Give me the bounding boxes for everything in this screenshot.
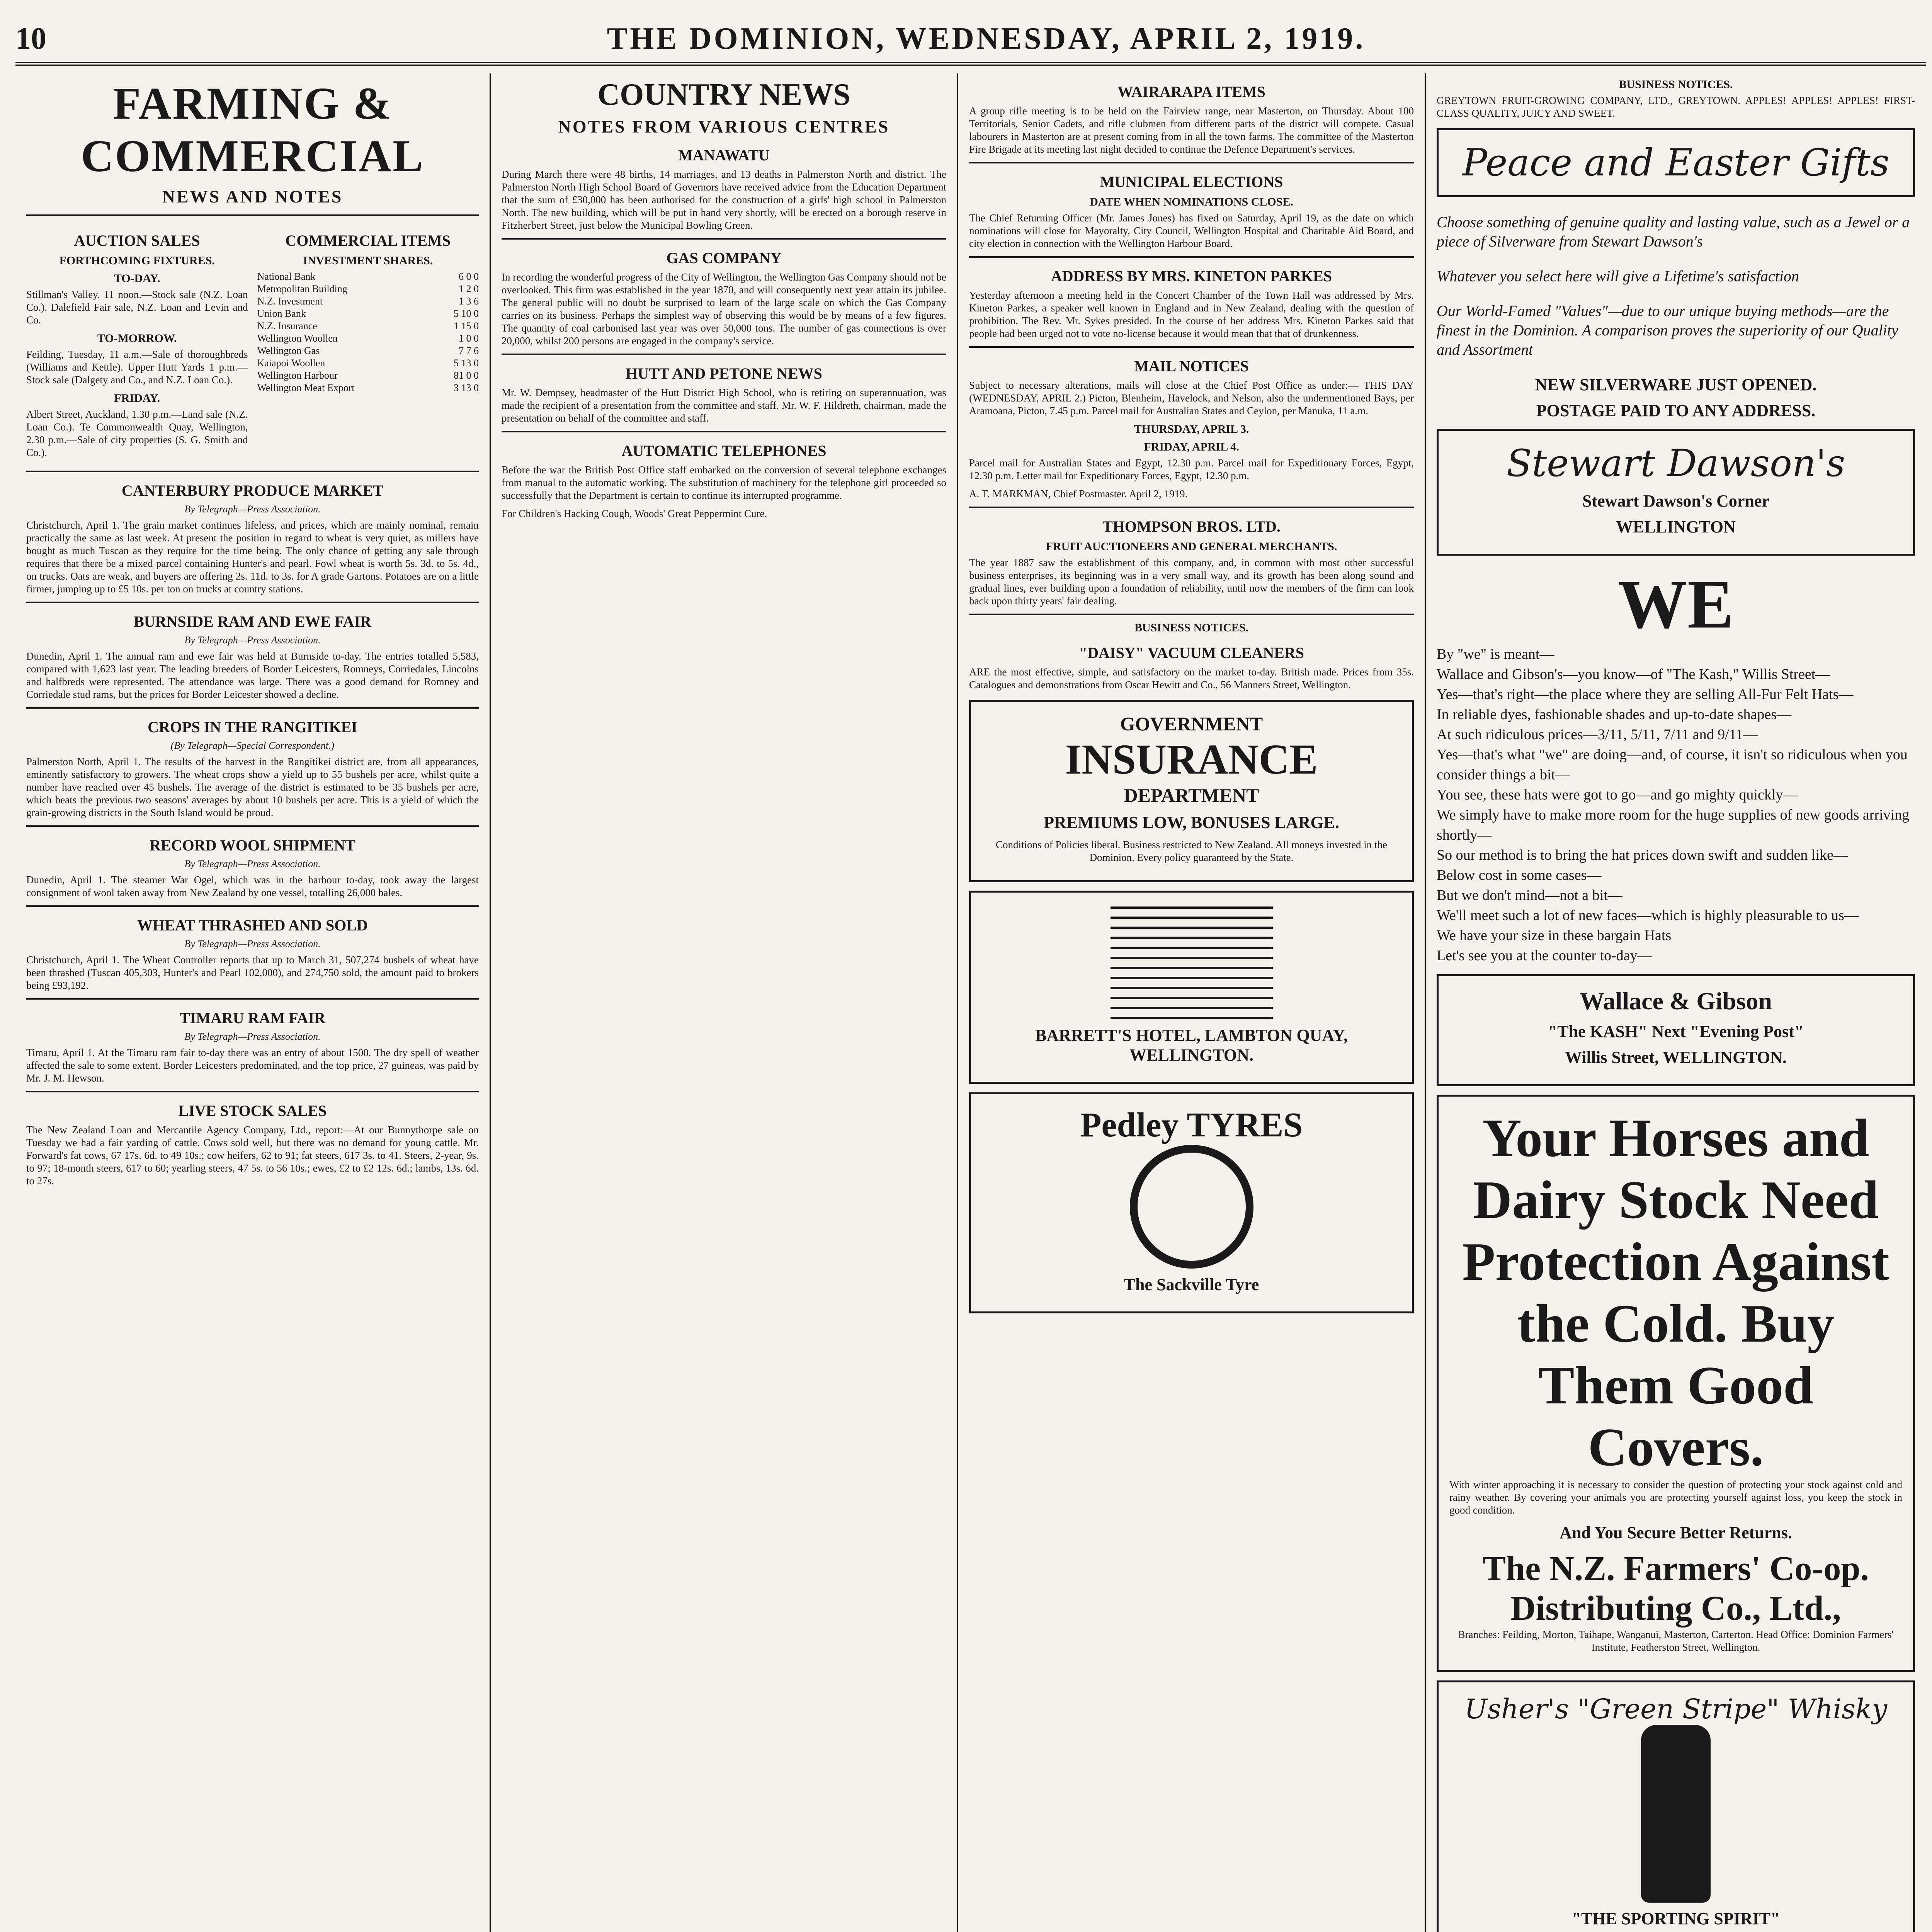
silverware-heading: NEW SILVERWARE JUST OPENED. xyxy=(1535,375,1817,394)
divider xyxy=(26,1091,479,1092)
share-name: N.Z. Investment xyxy=(257,296,323,307)
share-name: National Bank xyxy=(257,271,316,282)
section-title: FARMING & COMMERCIAL xyxy=(81,78,424,181)
share-price: 6 0 0 xyxy=(459,271,479,282)
article-heading: "DAISY" VACUUM CLEANERS xyxy=(1078,644,1304,662)
article-heading: AUTOMATIC TELEPHONES xyxy=(621,442,827,459)
we-line: At such ridiculous prices—3/11, 5/11, 7/11 and 9/11— xyxy=(1437,726,1758,743)
divider xyxy=(26,214,479,216)
article-subheading: FRUIT AUCTIONEERS AND GENERAL MERCHANTS. xyxy=(1046,540,1337,553)
divider xyxy=(26,998,479,1000)
article-heading: LIVE STOCK SALES xyxy=(178,1102,327,1119)
share-row xyxy=(257,283,479,295)
wallace-title: Wallace & Gibson xyxy=(1580,987,1772,1015)
divider xyxy=(969,346,1414,348)
share-row xyxy=(257,382,479,394)
article-heading: MAIL NOTICES xyxy=(1134,357,1249,375)
postage-heading: POSTAGE PAID TO ANY ADDRESS. xyxy=(1536,401,1816,420)
share-price: 1 0 0 xyxy=(459,333,479,344)
article-heading: CROPS IN THE RANGITIKEI xyxy=(148,718,357,736)
share-name: Metropolitan Building xyxy=(257,283,347,294)
we-heading: WE xyxy=(1617,566,1734,643)
article-text: Before the war the British Post Office staff embarked on the conversion of several telephone exchanges from manual to the automatic working. The substitution of machinery for the telephone girl proceeded so successfully that the Department is certain to continue its interrupted programme. xyxy=(502,464,946,501)
article-heading: MUNICIPAL ELECTIONS xyxy=(1100,173,1283,190)
tyre-ad xyxy=(969,1092,1414,1313)
easter-title: Peace and Easter Gifts xyxy=(1462,141,1889,184)
divider xyxy=(969,614,1414,615)
share-row xyxy=(257,369,479,382)
share-name: N.Z. Insurance xyxy=(257,320,317,332)
share-row xyxy=(257,357,479,369)
share-row xyxy=(257,295,479,308)
share-price: 1 15 0 xyxy=(454,320,479,332)
divider xyxy=(26,471,479,472)
article-text: A group rifle meeting is to be held on the Fairview range, near Masterton, on Thursday. About 100 Territorials, Senior Cadets, and rifle clubmen from different parts of the district will compete. Casual labourers in Masterton are at present coming from in all the town farms. The committee of the Masterton Fire Brigade at its meeting last night decided to continue the Defence Department's services. xyxy=(969,105,1414,155)
article-text: Timaru, April 1. At the Timaru ram fair to-day there was an entry of about 1500. The dry spell of weather affected the sale to some extent. Border Leicesters predominated, and the top price, 27 guineas, was paid by Mr. J. M. Hewson. xyxy=(26,1047,479,1084)
business-notices-heading: BUSINESS NOTICES. xyxy=(1619,78,1733,91)
divider xyxy=(26,825,479,827)
we-line: Yes—that's right—the place where they are selling All-Fur Felt Hats— xyxy=(1437,686,1854,702)
divider xyxy=(502,238,946,240)
article-text: Yesterday afternoon a meeting held in the Concert Chamber of the Town Hall was addressed by Mrs. Kineton Parkes, a speaker well known in England and in New Zealand, dealing with the question of prohibition. The Rev. Mr. Sykes presided. In the course of her address Mrs. Kineton Parkes said that people had been urged not to vote no-license because it would mean that that of drunkenness. xyxy=(969,289,1414,339)
bottle-illustration xyxy=(1641,1725,1711,1903)
mail-date-heading: FRIDAY, APRIL 4. xyxy=(1144,440,1239,453)
article-text: Feilding, Tuesday, 11 a.m.—Sale of thoroughbreds (Williams and Kettle). Upper Hutt Yards 1 p.m.—Stock sale (Dalgety and Co., and N.Z. Loan Co.). xyxy=(26,349,248,386)
we-line: So our method is to bring the hat prices down swift and sudden like— xyxy=(1437,847,1848,863)
easter-text: Our World-Famed "Values"—due to our unique buying methods—are the finest in the Dominion. A comparison proves the superiority of our Quality and Assortment xyxy=(1437,302,1898,358)
we-line: Below cost in some cases— xyxy=(1437,867,1602,883)
article-text: Mr. W. Dempsey, headmaster of the Hutt District High School, who is retiring on superannuation, was made the recipient of a presentation from the committee and staff. Mr. W. F. Hildreth, chairman, made the presentation on behalf of the committee and staff. xyxy=(502,387,946,424)
we-line: By "we" is meant— xyxy=(1437,646,1554,662)
article-heading: MANAWATU xyxy=(678,146,770,164)
today-heading: TO-DAY. xyxy=(114,272,160,285)
we-line: In reliable dyes, fashionable shades and up-to-date shapes— xyxy=(1437,706,1792,723)
farmers-title: The N.Z. Farmers' Co-op. Distributing Co., Ltd., xyxy=(1483,1549,1869,1628)
section-subtitle: NEWS AND NOTES xyxy=(162,187,343,206)
share-price: 5 13 0 xyxy=(454,357,479,369)
farmers-branches: Branches: Feilding, Morton, Taihape, Wanganui, Masterton, Carterton. Head Office: Dominion Farmers' Institute, Featherston Street, Wellington. xyxy=(1458,1629,1894,1653)
business-notices-heading: BUSINESS NOTICES. xyxy=(1134,621,1249,634)
tyre-illustration xyxy=(1130,1145,1253,1269)
hotel-name: BARRETT'S HOTEL, LAMBTON QUAY, WELLINGTON. xyxy=(1035,1026,1348,1065)
article-heading: GAS COMPANY xyxy=(666,249,782,267)
share-name: Union Bank xyxy=(257,308,306,319)
we-line: You see, these hats were got to go—and go mighty quickly— xyxy=(1437,787,1798,803)
article-byline: By Telegraph—Press Association. xyxy=(184,1031,321,1042)
column-ads xyxy=(1426,73,1926,1932)
column-country xyxy=(491,73,958,1932)
divider xyxy=(502,354,946,355)
farmers-ad xyxy=(1437,1095,1915,1672)
we-line: Yes—that's what "we" are doing—and, of course, it isn't so ridiculous when you consider things a bit— xyxy=(1437,747,1908,783)
easter-text: Choose something of genuine quality and lasting value, such as a Jewel or a piece of Silverware from Stewart Dawson's xyxy=(1437,213,1910,250)
article-byline: By Telegraph—Press Association. xyxy=(184,503,321,515)
we-lines xyxy=(1437,644,1915,966)
stewart-corner: Stewart Dawson's Corner xyxy=(1582,492,1769,510)
usher-title: Usher's "Green Stripe" Whisky xyxy=(1464,1693,1887,1725)
insurance-top: GOVERNMENT xyxy=(1120,713,1263,735)
stewart-dawson-ad xyxy=(1437,429,1915,556)
article-heading: WHEAT THRASHED AND SOLD xyxy=(137,917,368,934)
article-text: Christchurch, April 1. The grain market continues lifeless, and prices, which are mainly nominal, remain practically the same as last week. At present the position in regard to wheat is very quiet, as millers have bought as much Tuscan as they require for the time being. The only chance of getting any sale through requires that there be a mixed parcel containing Hunter's and pearl. Fowl wheat is worth 5s. 3d. to 5s. 4d., on trucks. Oats are weak, and buyers are offering 2s. 11d. to 3s. for A grade Gartons. Potatoes are on a little firmer, jumping up to £5 10s. per ton on trucks at country stations. xyxy=(26,519,479,595)
article-text: The New Zealand Loan and Mercantile Agency Company, Ltd., report:—At our Bunnythorpe sale on Tuesday we had a fair yarding of cattle. Cows sold well, but there was no demand for young cattle. Mr. Forward's fat cows, 67 17s. 6d. to 49 10s.; cow heifers, 62 to 91; fat steers, 617 3s. to 41. Steers, 2-year, 9s. to 97; 18-month steers, 617 to 60; yearling steers, 47 5s. to 56 10s.; ewes, £2 to £2 12s. 6d.; lambs, 13s. 6d. to 27s. xyxy=(26,1124,479,1187)
column-farming xyxy=(15,73,491,1932)
article-byline: By Telegraph—Press Association. xyxy=(184,634,321,646)
article-heading: RECORD WOOL SHIPMENT xyxy=(150,837,355,854)
article-byline: (By Telegraph—Special Correspondent.) xyxy=(170,740,335,751)
article-byline: By Telegraph—Press Association. xyxy=(184,938,321,949)
share-price: 3 13 0 xyxy=(454,382,479,393)
article-heading: ADDRESS BY MRS. KINETON PARKES xyxy=(1051,267,1332,285)
divider xyxy=(26,707,479,709)
stewart-title: Stewart Dawson's xyxy=(1506,442,1845,485)
advert-note: For Children's Hacking Cough, Woods' Great Peppermint Cure. xyxy=(502,508,767,519)
divider xyxy=(26,905,479,907)
we-line: But we don't mind—not a bit— xyxy=(1437,887,1622,903)
insurance-premiums: PREMIUMS LOW, BONUSES LARGE. xyxy=(1044,813,1339,832)
auction-heading: AUCTION SALES xyxy=(74,232,200,249)
share-price: 1 3 6 xyxy=(459,296,479,307)
wallace-address: Willis Street, WELLINGTON. xyxy=(1565,1048,1787,1067)
share-row xyxy=(257,270,479,283)
horses-text: With winter approaching it is necessary to consider the question of protecting your stock against cold and rainy weather. By covering your animals you are protecting yourself against loss, you keep the stock in good condition. xyxy=(1449,1479,1902,1516)
insurance-dept: DEPARTMENT xyxy=(1124,784,1259,806)
sporting-spirit: "THE SPORTING SPIRIT" xyxy=(1571,1909,1780,1928)
easter-text: Whatever you select here will give a Lifetime's satisfaction xyxy=(1437,267,1799,285)
share-name: Wellington Harbour xyxy=(257,370,338,381)
horses-title: Your Horses and Dairy Stock Need Protection Against the Cold. Buy Them Good Covers. xyxy=(1462,1108,1889,1477)
wallace-gibson-ad xyxy=(1437,974,1915,1086)
pedley-title: Pedley TYRES xyxy=(1080,1106,1303,1144)
share-name: Wellington Gas xyxy=(257,345,320,356)
share-price: 1 2 0 xyxy=(459,283,479,294)
wallace-sub: "The KASH" Next "Evening Post" xyxy=(1548,1022,1804,1041)
article-text: The year 1887 saw the establishment of this company, and, in common with most other successful business enterprises, its beginning was in a very small way, and its growth has been along sound and gradual lines, ever building upon a foundation of reliability, until now the members of the firm can look back upon thirty years' fair dealing. xyxy=(969,557,1414,607)
forthcoming-heading: FORTHCOMING FIXTURES. xyxy=(59,254,215,267)
article-text: Palmerston North, April 1. The results of the harvest in the Rangitikei district are, from all appearances, eminently satisfactory to growers. The wheat crops show a yield up to 55 bushels per acre, whilst quite a number have reached over 45 bushels. The average of the district is estimated to be 35 bushels per acre, which beats the previous two seasons' averages by about 10 bushels per acre. This is a yield of which the grain-growing districts in the South Island would be proud. xyxy=(26,756,479,818)
we-line: We have your size in these bargain Hats xyxy=(1437,927,1672,944)
article-text: Stillman's Valley. 11 noon.—Stock sale (N.Z. Loan Co.). Dalefield Fair sale, N.Z. Loan and Levin and Co. xyxy=(26,289,248,326)
article-byline: By Telegraph—Press Association. xyxy=(184,858,321,869)
sackville-title: The Sackville Tyre xyxy=(1124,1275,1259,1294)
masthead-title: THE DOMINION, WEDNESDAY, APRIL 2, 1919. xyxy=(607,21,1366,56)
horses-returns: And You Secure Better Returns. xyxy=(1560,1523,1792,1542)
share-name: Wellington Woollen xyxy=(257,333,338,344)
article-text: Albert Street, Auckland, 1.30 p.m.—Land sale (N.Z. Loan Co.). Te Commonwealth Quay, Wellington, 2.30 p.m.—Sale of city properties (S. G. Smith and Co.). xyxy=(26,408,248,458)
share-row xyxy=(257,345,479,357)
masthead xyxy=(15,15,1926,66)
mail-date-heading: THURSDAY, APRIL 3. xyxy=(1134,423,1249,435)
section-subtitle: NOTES FROM VARIOUS CENTRES xyxy=(558,117,890,136)
share-price: 81 0 0 xyxy=(454,370,479,381)
divider xyxy=(502,431,946,432)
article-text: Subject to necessary alterations, mails will close at the Chief Post Office as under:— THIS DAY (WEDNESDAY, APRIL 2.) Picton, Blenheim, Havelock, and Nelson, also the undermentioned Bays, per Aramoana, Picton, 7.45 p.m. Parcel mail for Australian States and Ceylon, per Manuka, 11 a.m. xyxy=(969,379,1414,417)
insurance-ad xyxy=(969,700,1414,882)
article-heading: TIMARU RAM FAIR xyxy=(180,1009,325,1027)
article-heading: THOMPSON BROS. LTD. xyxy=(1102,518,1281,535)
article-heading: HUTT AND PETONE NEWS xyxy=(626,365,822,382)
we-line: We'll meet such a lot of new faces—which is highly pleasurable to us— xyxy=(1437,907,1859,923)
article-heading: WAIRARAPA ITEMS xyxy=(1117,83,1265,100)
divider xyxy=(26,602,479,603)
column-news xyxy=(958,73,1426,1932)
stewart-city: WELLINGTON xyxy=(1616,517,1736,536)
easter-ad xyxy=(1437,128,1915,197)
divider xyxy=(969,256,1414,258)
share-row xyxy=(257,332,479,345)
article-subheading: DATE WHEN NOMINATIONS CLOSE. xyxy=(1090,196,1293,208)
article-heading: BURNSIDE RAM AND EWE FAIR xyxy=(134,613,371,630)
we-line: Let's see you at the counter to-day— xyxy=(1437,947,1652,964)
article-text: In recording the wonderful progress of the City of Wellington, the Wellington Gas Company should not be overlooked. This firm was established in the year 1870, and will consequently next year attain its jubilee. The general public will no doubt be surprised to learn of the large scale on which the Gas Company carries on its business. Perhaps the simplest way of observing this would be by means of a few figures. The quantity of coal carbonised last year was over 50,000 tons. The number of gas connections is over 20,000, whilst 200 persons are engaged in the company's service. xyxy=(502,271,946,347)
share-name: Wellington Meat Export xyxy=(257,382,355,393)
section-title: COUNTRY NEWS xyxy=(597,78,850,112)
friday-heading: FRIDAY. xyxy=(114,392,160,405)
page-number: 10 xyxy=(15,21,46,56)
greytown-ad: GREYTOWN FRUIT-GROWING COMPANY, LTD., GREYTOWN. APPLES! APPLES! APPLES! FIRST-CLASS QUALITY, JUICY AND SWEET. xyxy=(1437,95,1915,119)
article-text: Christchurch, April 1. The Wheat Controller reports that up to March 31, 507,274 bushels of wheat have been thrashed (Tuscan 405,303, Hunter's and Pearl 102,000), and 274,750 sold, the amount paid to brokers being £93,192. xyxy=(26,954,479,991)
article-text: During March there were 48 births, 14 marriages, and 13 deaths in Palmerston North and district. The Palmerston North High School Board of Governors have received advice from the Education Department that the sum of £30,000 has been authorised for the construction of a girls' high school in Palmerston North. The new building, which will be put in hand very shortly, will be erected on a borough reserve in Fitzherbert Street, just below the Municipal Bowling Green. xyxy=(502,168,946,231)
tomorrow-heading: TO-MORROW. xyxy=(97,332,177,345)
share-table xyxy=(257,270,479,394)
investment-heading: INVESTMENT SHARES. xyxy=(303,254,433,267)
article-text: The Chief Returning Officer (Mr. James Jones) has fixed on Saturday, April 19, as the date on which nominations will close for Mayoralty, City Council, Wellington Hospital and Charitable Aid Board, and city election in connection with the Wellington Harbour Board. xyxy=(969,212,1414,249)
article-text: Dunedin, April 1. The steamer War Ogel, which was in the harbour to-day, took away the largest consignment of wool taken away from New Zealand by one vessel, totalling 26,000 bales. xyxy=(26,874,479,898)
divider xyxy=(969,162,1414,163)
hotel-illustration xyxy=(1111,903,1273,1019)
insurance-conditions: Conditions of Policies liberal. Business restricted to New Zealand. All moneys invested in the Dominion. Every policy guaranteed by the State. xyxy=(995,839,1388,863)
whisky-ad xyxy=(1437,1680,1915,1932)
article-text: ARE the most effective, simple, and satisfactory on the market to-day. British made. Prices from 35s. Catalogues and demonstrations from Oscar Hewitt and Co., 56 Manners Street, Wellington. xyxy=(969,666,1414,690)
divider xyxy=(969,507,1414,508)
article-text: Dunedin, April 1. The annual ram and ewe fair was held at Burnside to-day. The entries totalled 5,583, compared with 1,623 last year. The leading breeders of Border Leicesters, Romneys, Corriedales, Lincolns and halfbreds were represented. The attendance was large. There was a good demand for Romney and Corriedale stud rams, but the prices for Border Leicester showed a decline. xyxy=(26,650,479,700)
share-name: Kaiapoi Woollen xyxy=(257,357,325,369)
we-line: We simply have to make more room for the huge supplies of new goods arriving shortly— xyxy=(1437,807,1910,843)
hotel-ad xyxy=(969,891,1414,1084)
mail-signature: A. T. MARKMAN, Chief Postmaster. April 2, 1919. xyxy=(969,488,1188,500)
share-price: 7 7 6 xyxy=(459,345,479,356)
article-heading: CANTERBURY PRODUCE MARKET xyxy=(121,482,384,499)
share-row xyxy=(257,320,479,332)
article-text: Parcel mail for Australian States and Egypt, 12.30 p.m. Parcel mail for Expeditionary Forces, Egypt, 12.30 p.m. Letter mail for Expeditionary Forces, Egypt, 12.30 p.m. xyxy=(969,457,1414,481)
commercial-heading: COMMERCIAL ITEMS xyxy=(285,232,451,249)
share-price: 5 10 0 xyxy=(454,308,479,319)
share-row xyxy=(257,308,479,320)
insurance-title: INSURANCE xyxy=(1065,736,1318,783)
we-line: Wallace and Gibson's—you know—of "The Kash," Willis Street— xyxy=(1437,666,1830,682)
